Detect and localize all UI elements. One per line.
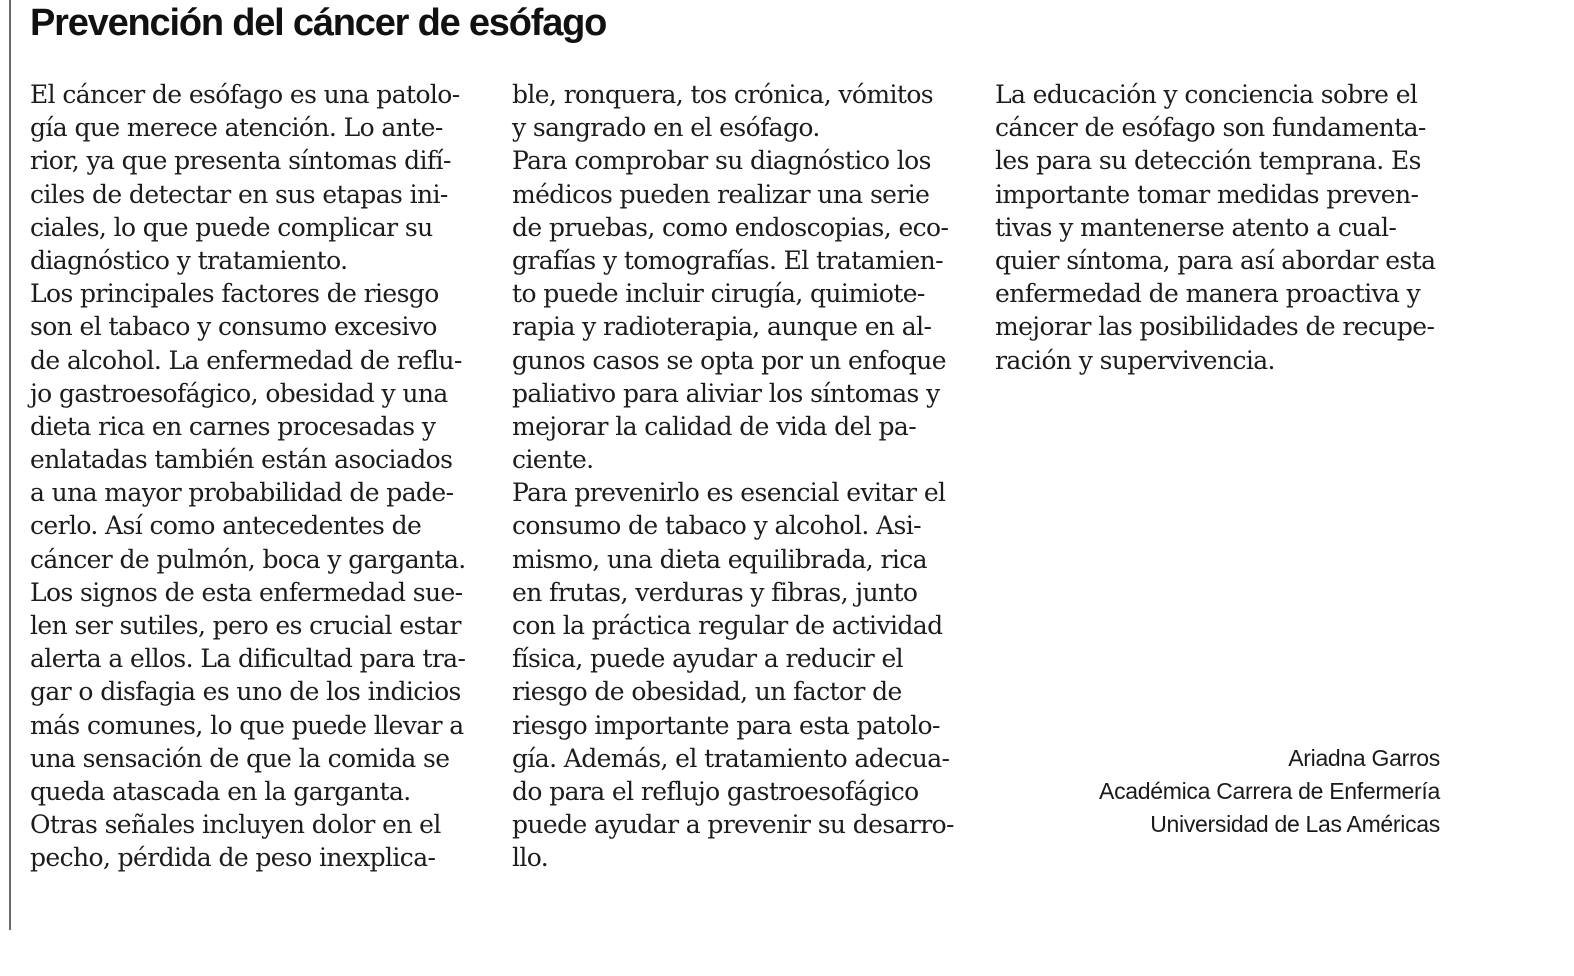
text-line: Otras señales incluyen dolor en el [30,810,441,840]
text-line: una sensación de que la comida se [30,743,450,773]
article-column-1 [30,78,500,875]
text-line: rior, ya que presenta síntomas difí- [30,146,451,176]
text-line: Los principales factores de riesgo [30,279,439,309]
text-line: en frutas, verduras y fibras, junto [512,577,918,607]
text-line: alerta a ellos. La dificultad para tra- [30,644,466,674]
text-line: Los signos de esta enfermedad sue- [30,577,463,607]
text-line: ble, ronquera, tos crónica, vómitos [512,80,934,109]
text-line: mejorar la calidad de vida del pa- [512,411,917,441]
text-line: ración y supervivencia. [995,345,1275,375]
text-line: riesgo de obesidad, un factor de [512,677,902,707]
text-line: Para comprobar su diagnóstico los [512,146,931,176]
text-line: ciles de detectar en sus etapas ini- [30,179,448,209]
text-line: riesgo importante para esta patolo- [512,710,940,740]
text-line: gar o disfagia es uno de los indicios [30,677,461,707]
text-line: tivas y mantenerse atento a cual- [995,212,1397,242]
text-line: rapia y radioterapia, aunque en al- [512,312,932,342]
text-line: cáncer de esófago son fundamenta- [995,113,1426,143]
text-line: ciales, lo que puede complicar su [30,212,433,242]
article-title: Prevención del cáncer de esófago [30,2,607,44]
text-line: enlatadas también están asociados [30,445,453,475]
text-line: grafías y tomografías. El tratamien- [512,245,943,275]
text-line: enfermedad de manera proactiva y [995,279,1421,309]
text-line: gía. Además, el tratamiento adecua- [512,743,950,773]
text-line: gunos casos se opta por un enfoque [512,345,946,375]
text-line: queda atascada en la garganta. [30,776,411,806]
text-line: quier síntoma, para así abordar esta [995,245,1436,275]
text-line: mejorar las posibilidades de recupe- [995,312,1435,342]
text-line: paliativo para aliviar los síntomas y [512,378,940,408]
text-line: consumo de tabaco y alcohol. Asi- [512,511,921,541]
text-line: to puede incluir cirugía, quimiote- [512,279,925,309]
text-line: mismo, una dieta equilibrada, rica [512,544,927,574]
text-line: importante tomar medidas preven- [995,179,1419,209]
article-column-3 [995,78,1465,377]
author-role: Académica Carrera de Enfermería [1099,778,1440,804]
text-line: ciente. [512,445,594,475]
text-line: y sangrado en el esófago. [512,113,820,143]
text-line: física, puede ayudar a reducir el [512,644,904,674]
text-line: con la práctica regular de actividad [512,611,943,640]
text-line: les para su detección temprana. Es [995,146,1421,176]
text-line: puede ayudar a prevenir su desarro- [512,810,954,840]
text-line: len ser sutiles, pero es crucial estar [30,611,461,640]
text-line: médicos pueden realizar una serie [512,179,930,209]
text-line: pecho, pérdida de peso inexplica- [30,843,436,873]
text-line: Para prevenirlo es esencial evitar el [512,478,946,508]
text-line: de pruebas, como endoscopias, eco- [512,212,949,242]
text-line: gía que merece atención. Lo ante- [30,113,443,143]
text-line: cáncer de pulmón, boca y garganta. [30,544,466,574]
text-line: llo. [512,843,549,873]
text-line: La educación y conciencia sobre el [995,80,1418,109]
text-line: más comunes, lo que puede llevar a [30,710,464,740]
author-signature [1099,742,1440,841]
text-line: a una mayor probabilidad de pade- [30,478,454,508]
text-line: do para el reflujo gastroesofágico [512,776,919,806]
text-line: jo gastroesofágico, obesidad y una [30,378,448,408]
article-column-2 [512,78,982,875]
author-institution: Universidad de Las Américas [1150,811,1440,837]
author-name: Ariadna Garros [1288,745,1440,771]
column-divider-rule [9,0,11,930]
text-line: cerlo. Así como antecedentes de [30,511,422,541]
text-line: son el tabaco y consumo excesivo [30,312,437,342]
text-line: diagnóstico y tratamiento. [30,245,348,275]
text-line: de alcohol. La enfermedad de reflu- [30,345,462,375]
text-line: El cáncer de esófago es una patolo- [30,80,460,109]
text-line: dieta rica en carnes procesadas y [30,411,436,441]
